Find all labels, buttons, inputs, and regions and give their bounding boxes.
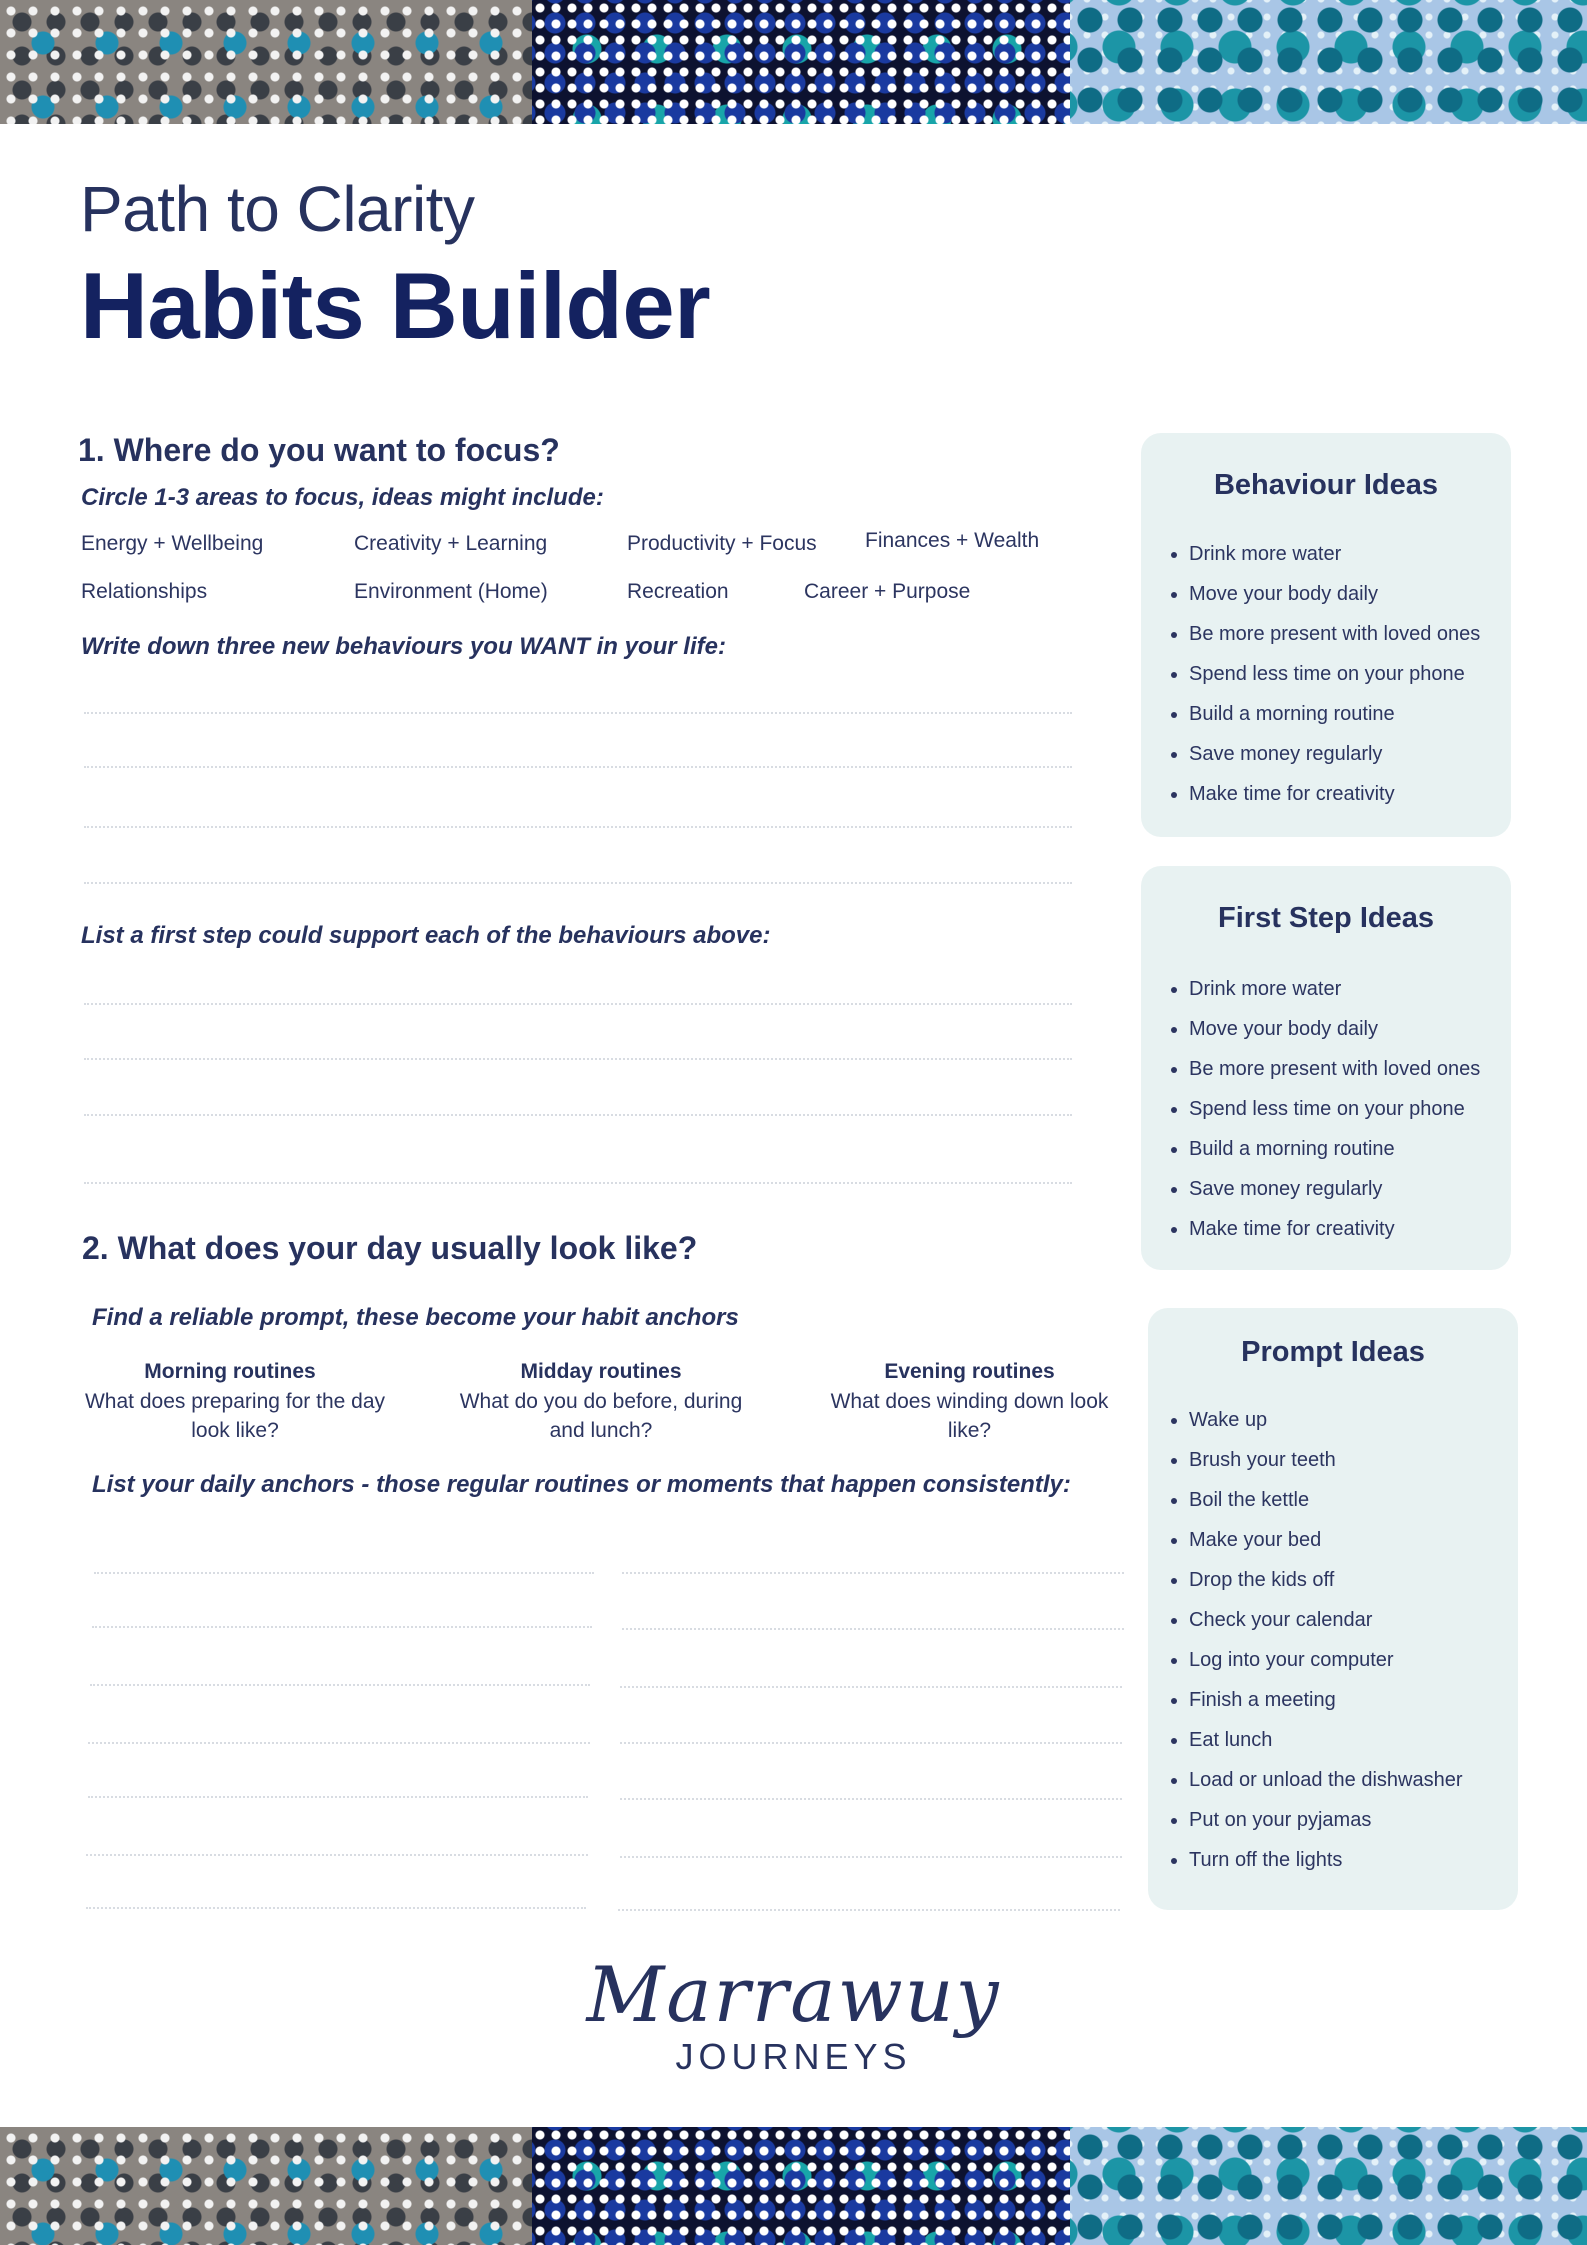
list-item: • Brush your teeth — [1189, 1449, 1463, 1489]
list-item: • Drink more water — [1189, 543, 1480, 583]
dot-pattern-segment — [0, 0, 532, 124]
focus-area[interactable]: Energy + Wellbeing — [81, 532, 264, 555]
writing-line[interactable] — [620, 1742, 1122, 1744]
list-item: • Make time for creativity — [1189, 783, 1480, 823]
dot-pattern-segment — [532, 0, 1070, 124]
list-item: • Move your body daily — [1189, 583, 1480, 623]
list-item: • Load or unload the dishwasher — [1189, 1769, 1463, 1809]
first-step-ideas-list — [1189, 978, 1480, 1258]
circle-prompt: Circle 1-3 areas to focus, ideas might include: — [81, 484, 604, 511]
list-item: • Turn off the lights — [1189, 1849, 1463, 1889]
writing-line[interactable] — [620, 1798, 1122, 1800]
behaviour-ideas-title: Behaviour Ideas — [1213, 469, 1439, 501]
brand-logo-script: Marrawuy — [586, 1950, 1001, 2039]
list-item: • Eat lunch — [1189, 1729, 1463, 1769]
dot-pattern-segment — [1070, 2127, 1587, 2245]
writing-line[interactable] — [622, 1628, 1124, 1630]
first-step-prompt: List a first step could support each of the behaviours above: — [81, 922, 771, 949]
list-item: • Build a morning routine — [1189, 1138, 1480, 1178]
anchor-prompt: Find a reliable prompt, these become your habit anchors — [92, 1304, 739, 1331]
focus-area[interactable]: Environment (Home) — [354, 580, 548, 603]
writing-line[interactable] — [84, 766, 1072, 768]
midday-routines-desc: What do you do before, during and lunch? — [459, 1390, 743, 1442]
first-step-ideas-card — [1141, 866, 1511, 1270]
daily-anchors-prompt: List your daily anchors - those regular routines or moments that happen consistently: — [92, 1471, 1071, 1498]
behaviour-ideas-list — [1189, 543, 1480, 823]
prompt-ideas-card — [1148, 1308, 1518, 1910]
focus-area[interactable]: Productivity + Focus — [627, 532, 817, 555]
section1-heading: 1. Where do you want to focus? — [78, 432, 560, 468]
list-item: • Make time for creativity — [1189, 1218, 1480, 1258]
writing-line[interactable] — [84, 1003, 1072, 1005]
list-item: • Move your body daily — [1189, 1018, 1480, 1058]
page-title: Habits Builder — [80, 253, 711, 358]
section2-heading: 2. What does your day usually look like? — [82, 1230, 698, 1266]
midday-routines-title: Midday routines — [520, 1360, 682, 1383]
list-item: • Log into your computer — [1189, 1649, 1463, 1689]
writing-line[interactable] — [88, 1742, 590, 1744]
writing-line[interactable] — [620, 1686, 1122, 1688]
writing-line[interactable] — [622, 1572, 1124, 1574]
dot-pattern-segment — [1070, 0, 1587, 124]
list-item: • Be more present with loved ones — [1189, 623, 1480, 663]
top-pattern-banner — [0, 0, 1587, 124]
focus-area[interactable]: Career + Purpose — [804, 580, 971, 603]
page-subtitle: Path to Clarity — [80, 173, 475, 245]
dot-pattern-segment — [532, 2127, 1070, 2245]
list-item: • Finish a meeting — [1189, 1689, 1463, 1729]
list-item: • Build a morning routine — [1189, 703, 1480, 743]
writing-line[interactable] — [84, 826, 1072, 828]
focus-area[interactable]: Relationships — [81, 580, 208, 603]
list-item: • Be more present with loved ones — [1189, 1058, 1480, 1098]
writing-line[interactable] — [86, 1854, 588, 1856]
evening-routines-title: Evening routines — [884, 1360, 1055, 1383]
writing-line[interactable] — [90, 1684, 590, 1686]
dot-pattern-segment — [0, 2127, 532, 2245]
writing-line[interactable] — [84, 712, 1072, 714]
brand-logo-subtext: JOURNEYS — [675, 2036, 912, 2077]
writing-line[interactable] — [84, 1114, 1072, 1116]
morning-routines-title: Morning routines — [144, 1360, 316, 1383]
morning-routines-desc: What does preparing for the day look like? — [84, 1390, 385, 1442]
list-item: • Put on your pyjamas — [1189, 1809, 1463, 1849]
list-item: • Wake up — [1189, 1409, 1463, 1449]
focus-area[interactable]: Finances + Wealth — [865, 529, 1040, 552]
list-item: • Spend less time on your phone — [1189, 663, 1480, 703]
writing-line[interactable] — [88, 1796, 588, 1798]
behaviours-prompt: Write down three new behaviours you WANT in your life: — [81, 633, 726, 660]
prompt-ideas-title: Prompt Ideas — [1241, 1336, 1425, 1368]
writing-line[interactable] — [84, 1182, 1072, 1184]
writing-line[interactable] — [84, 882, 1072, 884]
writing-line[interactable] — [84, 1058, 1072, 1060]
list-item: • Drink more water — [1189, 978, 1480, 1018]
writing-line[interactable] — [92, 1626, 592, 1628]
behaviour-ideas-card — [1141, 433, 1511, 837]
list-item: • Check your calendar — [1189, 1609, 1463, 1649]
evening-routines-desc: What does winding down look like? — [830, 1390, 1109, 1442]
first-step-ideas-title: First Step Ideas — [1218, 902, 1434, 934]
bottom-pattern-banner — [0, 2127, 1587, 2245]
writing-line[interactable] — [86, 1907, 586, 1909]
writing-line[interactable] — [618, 1909, 1120, 1911]
prompt-ideas-list — [1189, 1409, 1463, 1889]
list-item: • Drop the kids off — [1189, 1569, 1463, 1609]
list-item: • Make your bed — [1189, 1529, 1463, 1569]
list-item: • Save money regularly — [1189, 1178, 1480, 1218]
writing-line[interactable] — [94, 1572, 594, 1574]
focus-area[interactable]: Recreation — [627, 580, 729, 603]
focus-area[interactable]: Creativity + Learning — [354, 532, 548, 555]
list-item: • Boil the kettle — [1189, 1489, 1463, 1529]
writing-line[interactable] — [620, 1856, 1122, 1858]
list-item: • Save money regularly — [1189, 743, 1480, 783]
list-item: • Spend less time on your phone — [1189, 1098, 1480, 1138]
